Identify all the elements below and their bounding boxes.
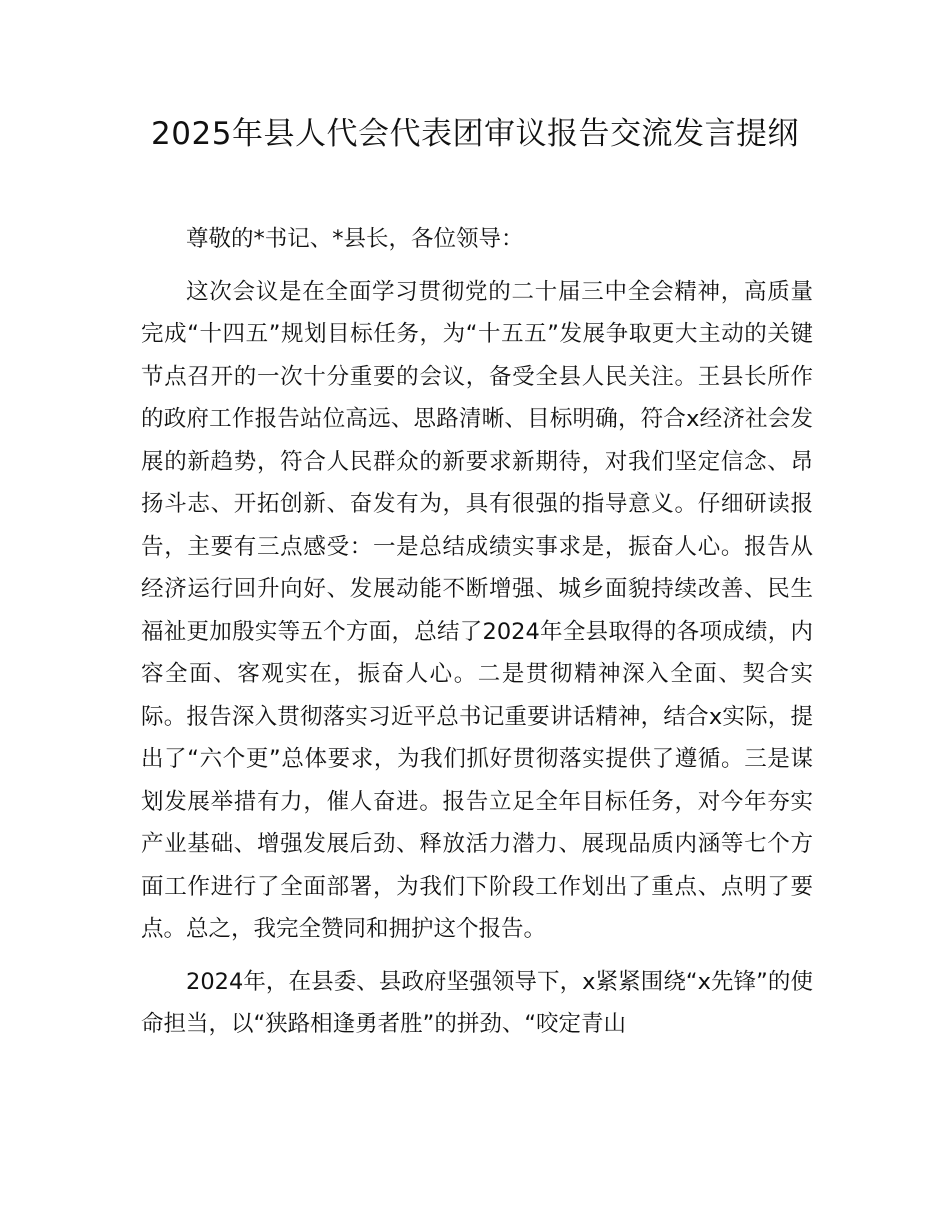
salutation: 尊敬的*书记、*县长，各位领导： (186, 226, 524, 252)
paragraph-1: 这次会议是在全面学习贯彻党的二十届三中全会精神，高质量完成“十四五”规划目标任务，为“十五五”发展争取更大主动的关键节点召开的一次十分重要的会议，备受全县人民关注。王县长所作的政府工作报告站位高远、思路清晰、目标明确，符合x经济社会发展的新趋势，符合人民群众的新要求新期待，对我们坚定信念、昂扬斗志、开拓创新、奋发有为，具有很强的指导意义。仔细研读报告，主要有三点感受：一是总结成绩实事求是，振奋人心。报告从经济运行回升向好、发展动能不断增强、城乡面貌持续改善、民生福祉更加殷实等五个方面，总结了2024年全县取得的各项成绩，内容全面、客观实在，振奋人心。二是贯彻精神深入全面、契合实际。报告深入贯彻落实习近平总书记重要讲话精神，结合x实际，提出了“六个更”总体要求，为我们抓好贯彻落实提供了遵循。三是谋划发展举措有力，催人奋进。报告立足全年目标任务，对今年夯实产业基础、增强发展后劲、释放活力潜力、展现品质内涵等七个方面工作进行了全面部署，为我们下阶段工作划出了重点、点明了要点。总之，我完全赞同和拥护这个报告。 (141, 278, 813, 942)
document-title: 2025年县人代会代表团审议报告交流发言提纲 (151, 116, 799, 152)
document-body (141, 218, 813, 1056)
paragraph-2: 2024年，在县委、县政府坚强领导下，x紧紧围绕“x先锋”的使命担当，以“狭路相逢勇者胜”的拼劲、“咬定青山 (141, 968, 813, 1037)
